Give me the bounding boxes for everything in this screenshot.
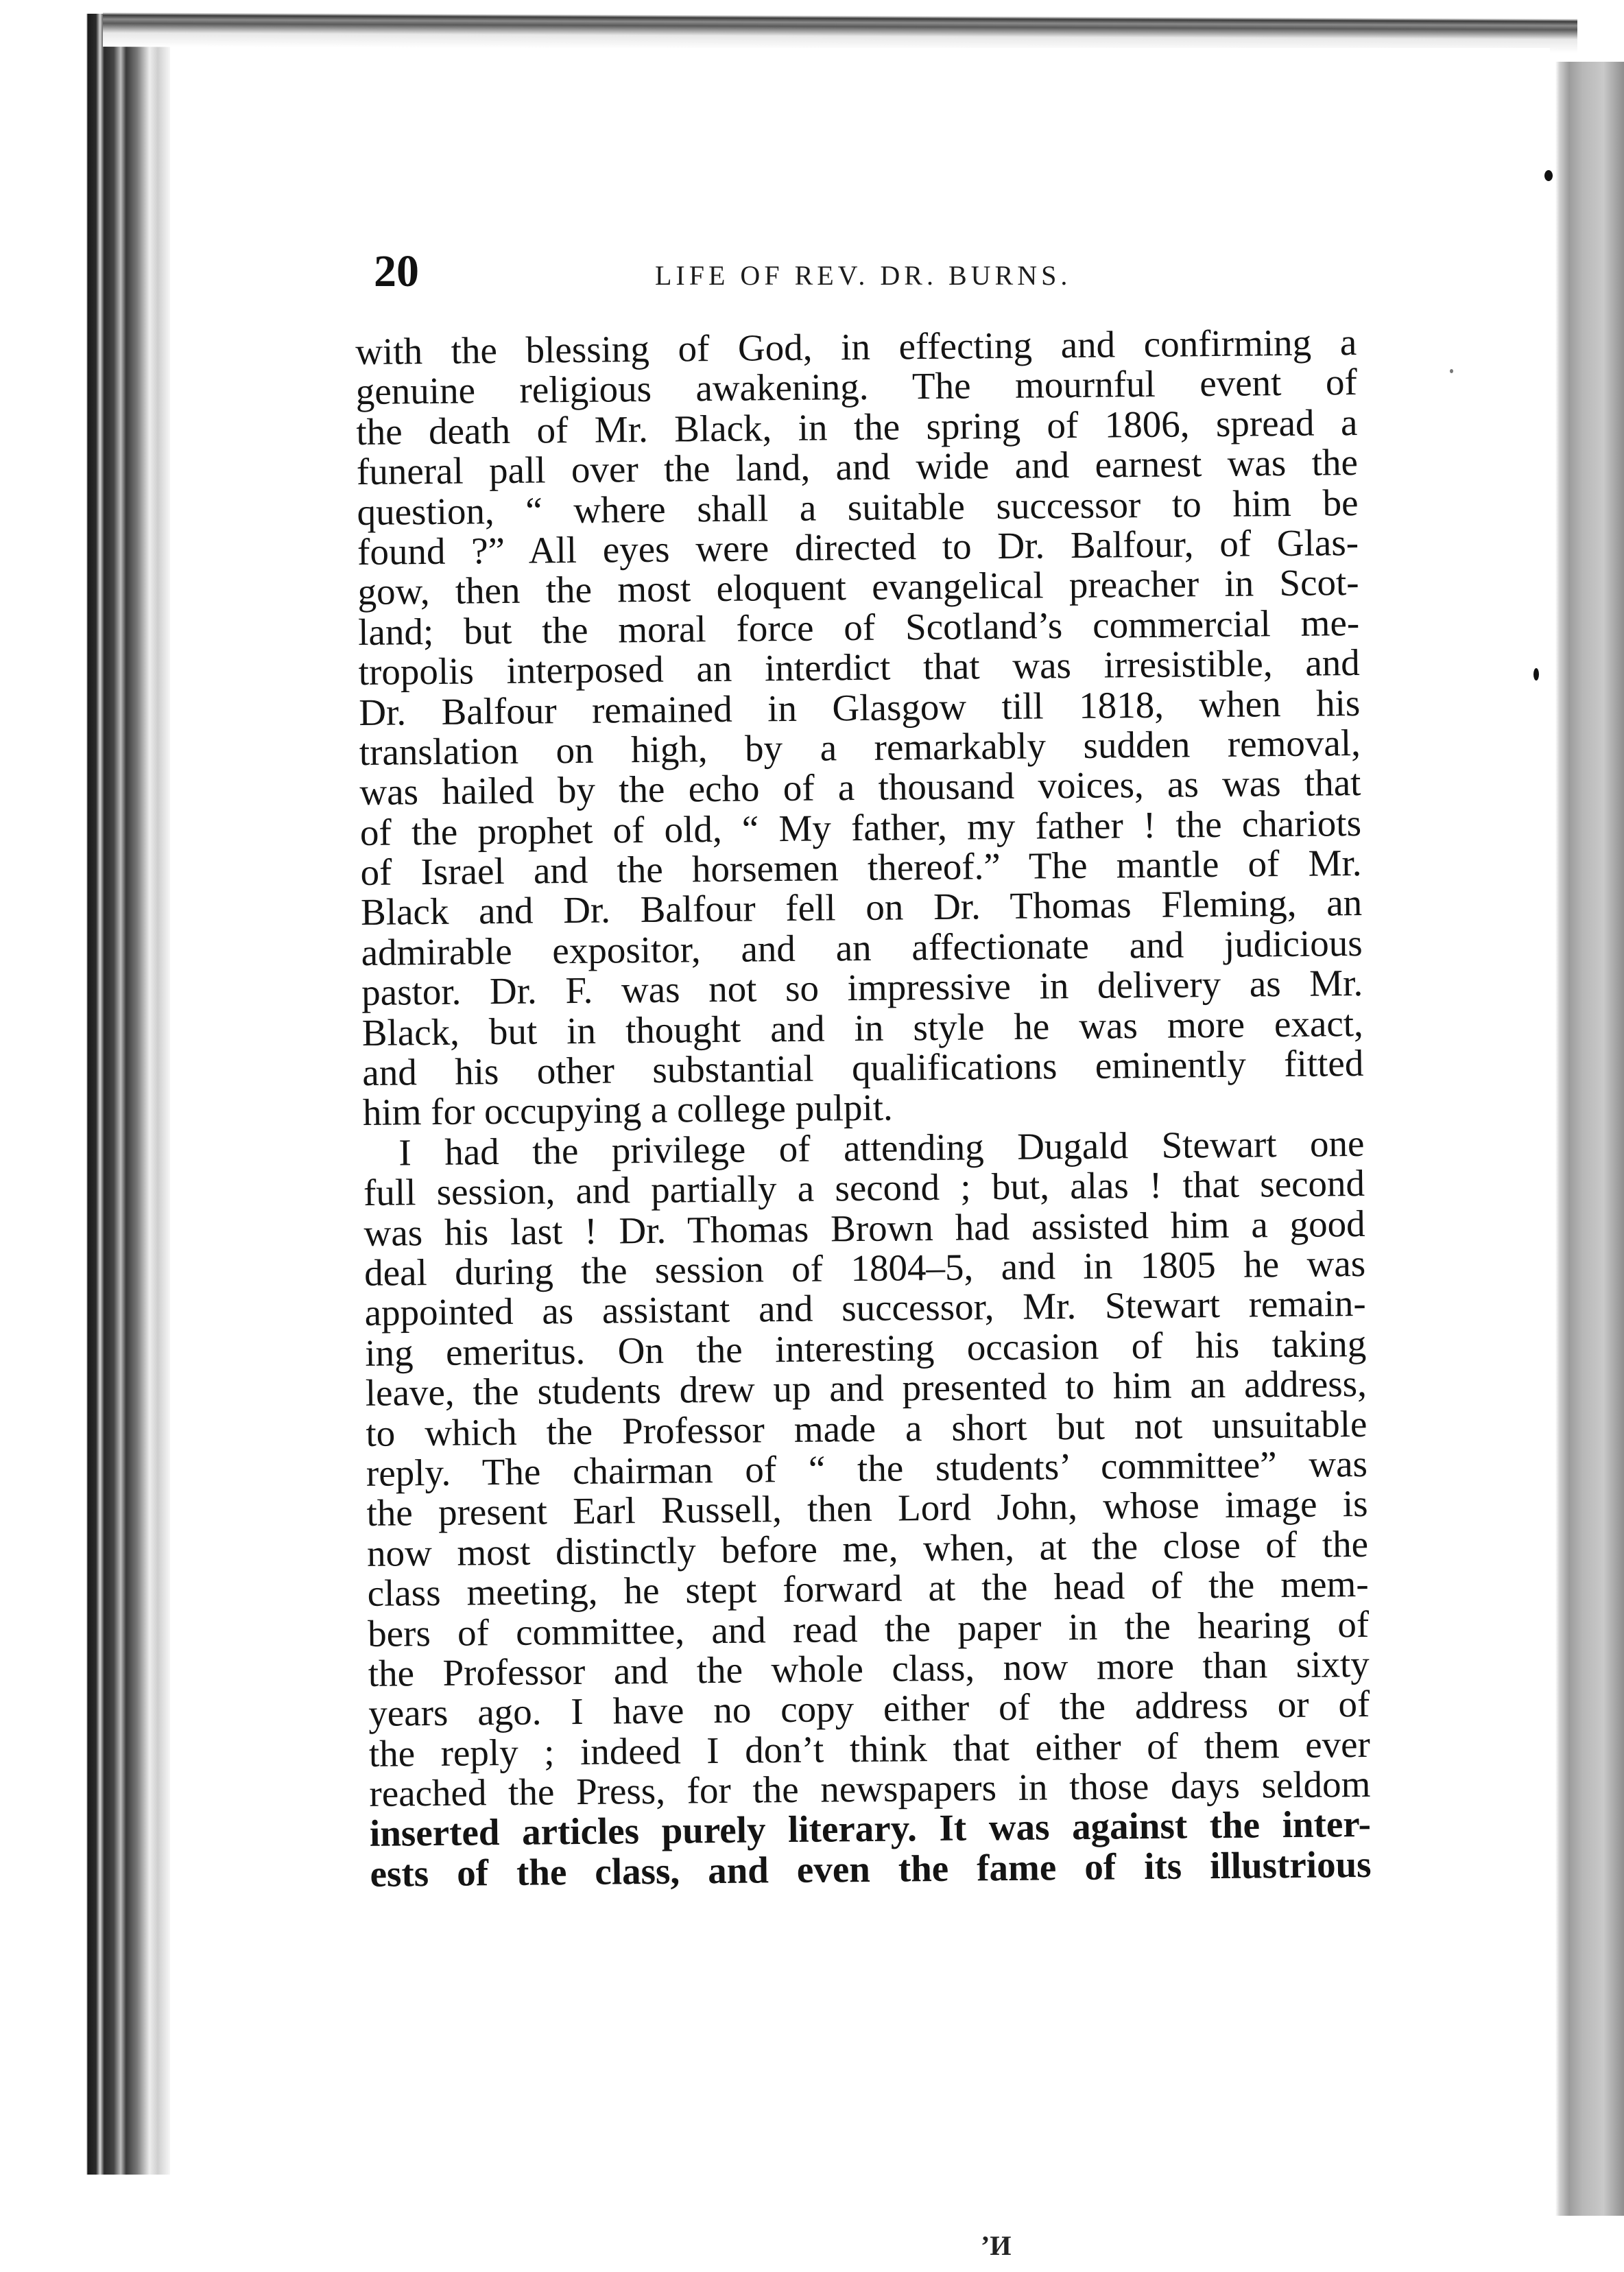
text-line: reached the Press, for the newspapers in those days seldom <box>369 1762 1371 1814</box>
text-line: gow, then the most eloquent evangelical preacher in Scot- <box>357 561 1359 613</box>
text-line: the Professor and the whole class, now more than sixty <box>368 1642 1370 1694</box>
text-line: admirable expositor, and an affectionate and judicious <box>361 921 1363 973</box>
text-line: deal during the session of 1804–5, and in 1805 he was <box>363 1242 1366 1294</box>
text-line: the present Earl Russell, then Lord John, whose image is <box>366 1482 1368 1535</box>
scan-speck <box>1544 170 1553 181</box>
text-line: Dr. Balfour remained in Glasgow till 1818, when his <box>359 681 1361 733</box>
text-line: question, “ where shall a suitable successor to him be <box>357 481 1359 533</box>
page-number: 20 <box>374 246 419 296</box>
text-line: years ago. I have no copy either of the address or of <box>368 1683 1370 1735</box>
page-bottom-mark: ’И <box>981 2230 1012 2261</box>
text-line: was hailed by the echo of a thousand voices, as was that <box>359 761 1361 814</box>
book-right-edge <box>1555 62 1624 2216</box>
book-top-edge <box>103 12 1577 53</box>
text-line: inserted articles purely literary. It was against the inter- <box>369 1803 1372 1855</box>
text-line: found ?” All eyes were directed to Dr. Balfour, of Glas- <box>357 521 1359 573</box>
text-line: to which the Professor made a short but not unsuitable <box>366 1402 1368 1454</box>
text-line: bers of committee, and read the paper in the hearing of <box>367 1602 1370 1655</box>
text-line: appointed as assistant and successor, Mr. Stewart remain- <box>364 1282 1366 1334</box>
text-line: with the blessing of God, in effecting and confirming a <box>355 320 1357 372</box>
body-text <box>355 322 1372 1894</box>
scan-speck <box>1450 369 1453 373</box>
text-line: now most distinctly before me, when, at the close of the <box>366 1522 1369 1574</box>
text-line: land; but the moral force of Scotland’s commercial me- <box>357 601 1360 653</box>
book-binding-left-edge <box>81 14 170 2175</box>
text-line: of the prophet of old, “ My father, my father ! the chariots <box>359 801 1362 853</box>
text-line: reply. The chairman of “ the students’ committee” was <box>366 1442 1368 1494</box>
text-line: leave, the students drew up and presented to him an address, <box>365 1362 1368 1415</box>
text-line: class meeting, he stept forward at the head of the mem- <box>367 1563 1369 1615</box>
text-line: and his other substantial qualifications eminently fitted <box>362 1041 1364 1093</box>
text-line: full session, and partially a second ; but, alas ! that second <box>363 1162 1365 1214</box>
running-title: LIFE OF REV. DR. BURNS. <box>655 260 1072 291</box>
text-line: ing emeritus. On the interesting occasion of his taking <box>364 1322 1367 1374</box>
text-line: the reply ; indeed I don’t think that either of them ever <box>368 1723 1371 1775</box>
text-line: of Israel and the horsemen thereof.” The mantle of Mr. <box>360 842 1362 894</box>
text-line: the death of Mr. Black, in the spring of 1806, spread a <box>356 401 1358 453</box>
text-line: funeral pall over the land, and wide and earnest was the <box>356 441 1359 493</box>
text-line: ests of the class, and even the fame of its illustrious <box>370 1843 1372 1895</box>
text-line: Black, but in thought and in style he was more exact, <box>361 1002 1364 1054</box>
text-line: pastor. Dr. F. was not so impressive in delivery as Mr. <box>361 962 1363 1014</box>
text-line: was his last ! Dr. Thomas Brown had assisted him a good <box>363 1202 1365 1254</box>
text-line: Black and Dr. Balfour fell on Dr. Thomas Fleming, an <box>360 881 1363 934</box>
scan-speck <box>1533 668 1539 681</box>
text-line: translation on high, by a remarkably sudden removal, <box>359 721 1361 773</box>
text-line: him for occupying a college pulpit. <box>362 1086 894 1134</box>
text-line: I had the privilege of attending Dugald Stewart one <box>398 1122 1365 1174</box>
text-line: tropolis interposed an interdict that was irresistible, and <box>358 641 1360 694</box>
text-line: genuine religious awakening. The mournful event of <box>355 361 1358 413</box>
running-head <box>374 246 1382 300</box>
